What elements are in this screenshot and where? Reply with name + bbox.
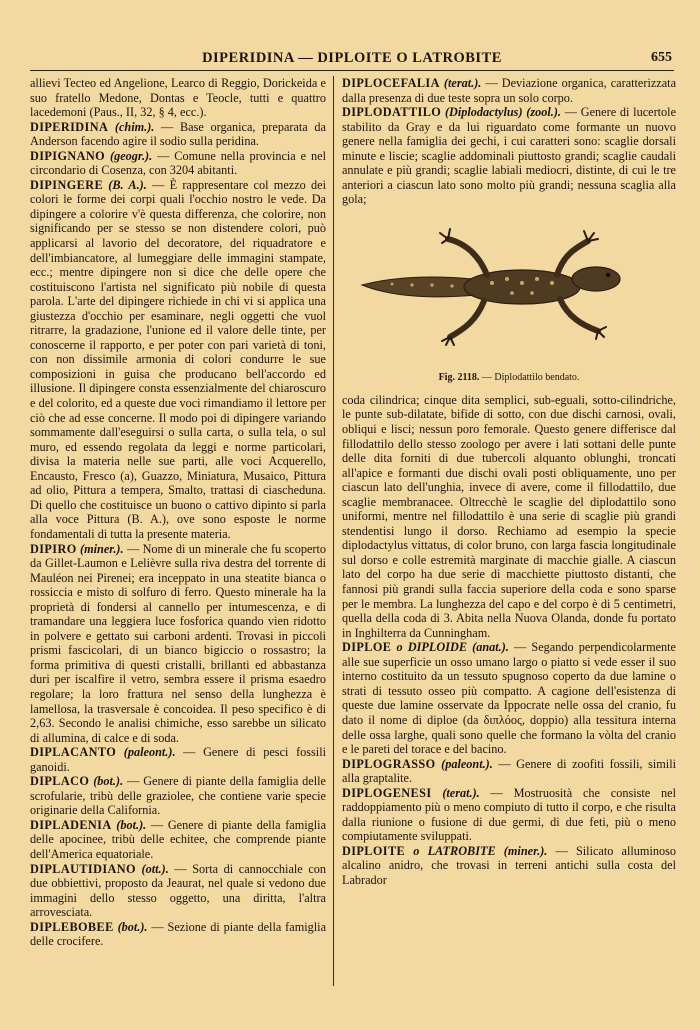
dictionary-entry <box>30 920 326 949</box>
entry-text: — È rappresentare col mezzo dei colori le forme dei corpi quali l'occhio nostro le vede. Da dipingere a colorire v'è questa differenza, che colorire, non significando per se stesso se non distendere colori, può applicarsi al lavorio del decoratore, del riquadratore e dell'imbiancatore, al lumeggiare delle immagini stampate, ecc.; mentre dipingere non si dice che delle opere che costituiscono l'artista nel significato più nobile di questa parola. L'arte del dipingere richiede in chi vi si applica una giustezza d'occhio per esaminare, negli oggetti che vuol ritrarre, la gradazione, l'unione ed il valore delle tinte, per conoscerne il rapporto, e per poter con pari varietà di toni, con non dissimile armonia di colori condurre le sue composizioni in guisa che producano bell'accordo ed illusione. Il dipingere consta essenzialmente del chiaroscuro e del colorito, ed a queste due voci rimandiamo il lettore per ciò che ad esse concerne. Il modo poi di dipingere variando sommamente dall'eseguirsi o sulla carta, o sulla tela, o sul muro, ed essendo regolata da leggi e norme particolari, divisa la materia nelle sue parti, alle voci Acquerello, Encausto, Fresco (a), Guazzo, Miniatura, Musaico, Pittura ad olio, Pittura a tempera, Smalto, trattasi di ciascheduna. Di quello che costituisce un buono o cattivo dipinto si parla alla voce Pittura (B. A.), ove sono esposte le norme fondamentali di tutta la presente materia. <box>30 177 326 541</box>
dictionary-entry <box>30 542 326 746</box>
dictionary-entry <box>342 76 676 105</box>
entry-text: — Genere di lucertole stabilito da Gray e da lui riguardato come formante un nuovo genere nella famiglia dei gechi, i cui caratteri sono: scaglie dorsali minute e liscie; scaglie addominali piuttosto grandi; scaglie caudali annulate e più grandi; scaglie labiali mediocri, distinte, di cui le tre anteriori a ciascun lato sono molto più grandi; nessuna scaglia alla gola; <box>342 105 677 207</box>
entry-category: (paleont.). <box>441 756 493 771</box>
entry-text: — Genere di piante della famiglia delle scrofularie, tribù delle graziolee, che contiene varie specie originarie della California. <box>30 774 326 818</box>
entry-term: DIPLEBOBEE <box>30 919 114 934</box>
entry-category: (terat.). <box>442 785 480 800</box>
dictionary-entry <box>342 393 676 640</box>
entry-term: DIPLOGRASSO <box>342 756 436 771</box>
entry-category: (ott.). <box>141 861 169 876</box>
entry-category: (geogr.). <box>110 148 153 163</box>
right-column <box>342 76 676 888</box>
entry-category: o LATROBITE (miner.). <box>413 843 548 858</box>
running-header <box>30 48 674 71</box>
page-number: 655 <box>651 50 672 65</box>
entry-term: DIPLADENIA <box>30 817 112 832</box>
entry-text: — Deviazione organica, caratterizzata dalla presenza di due teste sopra un solo corpo. <box>342 76 677 105</box>
entry-term: DIPLOGENESI <box>342 785 432 800</box>
dictionary-entry <box>342 105 676 207</box>
entry-text: — Silicato alluminoso alcalino anidro, che trovasi in terreni antichi sulla costa del Labrador <box>342 843 676 887</box>
gecko-illustration <box>352 213 672 365</box>
column-divider <box>333 76 334 986</box>
entry-category: (bot.). <box>116 817 147 832</box>
figure-2118 <box>342 211 676 389</box>
dictionary-entry <box>30 745 326 774</box>
entry-category: (miner.). <box>80 541 124 556</box>
figure-caption-text: — Diplodattilo bendato. <box>481 371 580 383</box>
entry-term: DIPLACO <box>30 774 90 789</box>
entry-text: — Base organica, preparata da Anderson facendo agire il sodio sulla peridina. <box>30 119 326 149</box>
dictionary-entry <box>30 774 326 818</box>
entry-term: DIPLOCEFALIA <box>342 76 440 90</box>
right-column-top <box>342 76 676 207</box>
dictionary-entry <box>342 786 676 844</box>
entry-category: (bot.). <box>117 919 148 934</box>
entry-term: DIPLAUTIDIANO <box>30 861 136 876</box>
entry-text: — Comune nella provincia e nel circondario di Cosenza, con 3204 abitanti. <box>30 148 327 178</box>
entry-term: DIPIRO <box>30 541 77 556</box>
dictionary-entry <box>30 149 326 178</box>
entry-text: — Sezione di piante della famiglia delle crocifere. <box>30 919 327 949</box>
entry-text: allievi Tecteo ed Angelione, Learco di Reggio, Dorickeida e suo fratello Medone, Dontas e Teocle, tutti e quattro lacedemoni (Paus., II, 32, § 4, ecc.). <box>30 76 326 120</box>
entry-category: (B. A.). <box>108 177 147 192</box>
dictionary-entry <box>30 862 326 920</box>
entry-term: DIPIGNANO <box>30 148 106 163</box>
entry-text: — Genere di piante della famiglia delle apocinee, tribù delle echitee, che comprende piante dell'America equatoriale. <box>30 817 327 861</box>
right-column-bottom <box>342 393 676 888</box>
entry-text: — Sorta di cannocchiale con due obbiettivi, proposto da Jeaurat, nel quale si vedono due immagini dello stesso oggetto, una diritta, l'altra arrovesciata. <box>30 861 327 920</box>
entry-category: (bot.). <box>93 774 124 789</box>
entry-term: DIPLOE <box>342 640 392 655</box>
dictionary-entry <box>30 76 326 120</box>
entry-text: — Mostruosità che consiste nel raddoppiamento più o meno compiuto di tutto il corpo, e che risulta dalla riunione o fusione di due germi, di due feti, più o meno compiutamente sviluppati. <box>342 785 676 844</box>
entry-text: — Nome di un minerale che fu scoperto da Gillet-Laumon e Lelièvre sulla riva destra del torrente di Mauléon nei Pirenei; era inceppato in una steatite bianca o rossiccia e misto di solfuro di ferro. Questo minerale ha la proprietà di fondersi al cannello per intumescenza, e di tramandare una leggiera luce fosforica quando vien ridotto in polvere e gettato sui carboni ardenti. Trovasi in piccoli prismi fascicolari, di un bianco bigiccio o rossastro; la forma primitiva di questi cristalli, brillanti ed abbastanza duri per iscalfire il vetro, sembra essere il prisma esaedro regolare; la loro frattura nel senso della lunghezza è lamellosa, la trasversale è concoidea. Il peso specifico è di 2,63. Secondo le analisi chimiche, esso sarebbe un silicato di allumina, di calce e di soda. <box>30 541 327 745</box>
entry-text: coda cilindrica; cinque dita semplici, sub-eguali, sotto-cilindriche, le punte sub-dilatate, bifide di sotto, con due dischi carnosi, ovali, obliqui e lisci; nessun poro femorale. Questo genere differisce dal fillodattilo dello stesso zoologo per avere i lati sottani delle punte delle dita forniti di due tubercoli alquanto oblunghi, troncati all'apice e formanti due dischi ovali posti obliquamente, uno per ciascun lato dell'unghia, invece di avere, come il fillodattilo, due scaglie membranacee. Oltrecchè le scaglie del diplodattilo sono uniformi, mentre nel fillodattilo è una serie di scaglie più grandi stendentisi lungo il dorso. Rechiamo ad esempio la specie diplodactylus vittatus, di color bruno, con larga fascia longitudinale sul dorso e colle estremità marginate di macchie gialle. A ciascun lato del corpo ha due serie di macchiette piuttosto distanti, che fannosi più grandi sulla faccia superiore della coda e sono sparse per le membra. La lunghezza del capo e del corpo è di 5 centimetri, quella della coda di 3. Abita nella Nuova Olanda, donde fu portato in Inghilterra da Cunningham. <box>342 392 676 640</box>
entry-term: DIPINGERE <box>30 177 104 192</box>
entry-text: — Segando perpendicolarmente alle sue superficie un osso umano largo o piatto si vede esser il suo interno costituito da un tessuto spugnoso coperto da due lamine o strati di tessuto osseo più compatto. A cagione dell'esistenza di queste due lamine osservate da Ippocrate nelle ossa del cranio, fu dato il nome di diploe (da διπλόος, doppio) alla tessitura interna delle ossa larghe, quali sono quelle che formano la vòlta del cranio e le pareti del torace e del bacino. <box>342 640 676 757</box>
entry-term: DIPLACANTO <box>30 745 117 760</box>
dictionary-entry <box>342 844 676 888</box>
dictionary-entry <box>30 178 326 542</box>
entry-category: o DIPLOIDE (anat.). <box>396 640 509 655</box>
entry-category: (paleont.). <box>123 745 176 760</box>
left-column <box>30 76 326 949</box>
dictionary-entry <box>342 757 676 786</box>
entry-term: DIPLODATTILO <box>342 105 442 120</box>
figure-caption <box>342 371 676 386</box>
entry-term: DIPLOITE <box>342 843 406 858</box>
entry-category: (chim.). <box>114 119 155 134</box>
entry-category: (Diplodactylus) (zool.). <box>444 105 561 120</box>
dictionary-entry <box>30 818 326 862</box>
dictionary-entry <box>30 120 326 149</box>
entry-category: (terat.). <box>443 76 482 90</box>
entry-text: — Genere di zoofiti fossili, simili alla graptalite. <box>342 756 677 786</box>
figure-number: Fig. 2118. <box>438 371 480 383</box>
entry-text: — Genere di pesci fossili ganoidi. <box>30 745 327 774</box>
dictionary-entry <box>342 640 676 756</box>
entry-term: DIPERIDINA <box>30 119 109 134</box>
header-title: DIPERIDINA — DIPLOITE O LATROBITE <box>202 50 502 66</box>
